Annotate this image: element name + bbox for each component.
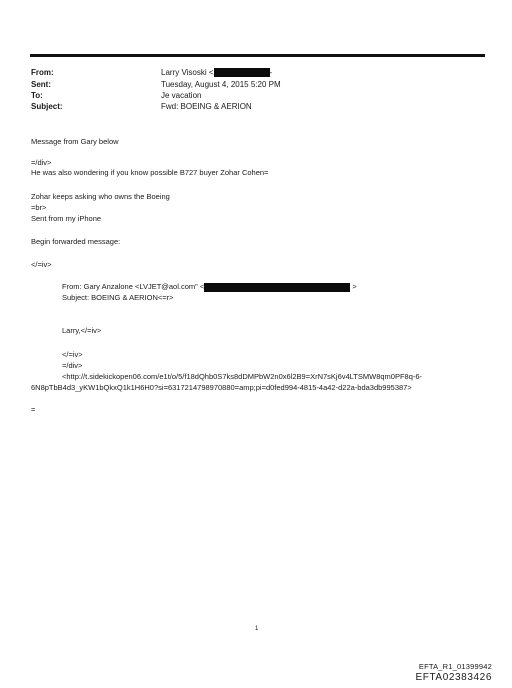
from-label: From: [31, 68, 54, 77]
body-line: Zohar keeps asking who owns the Boeing [31, 192, 170, 201]
subject-label: Subject: [31, 102, 63, 111]
forwarded-from-text: From: Gary Anzalone <LVJET@aol.com" < [62, 282, 205, 291]
tracking-link-continued[interactable]: 6N8pTbB4d3_yKW1bQkxQ1k1H6H0?si=6317214798970880=amp;pi=d0fed994-4815-4a42-d22a-bda3db995387> [31, 383, 412, 392]
body-line: Sent from my iPhone [31, 214, 102, 223]
forwarded-from-end: > [352, 282, 357, 291]
header-rule [30, 54, 485, 57]
body-line: He was also wondering if you know possible B727 buyer Zohar Cohen= [31, 168, 269, 177]
sent-label: Sent: [31, 80, 51, 89]
page-number: 1 [255, 626, 259, 632]
bates-number-small: EFTA_R1_01399942 [418, 662, 492, 671]
from-trail: - [269, 68, 273, 77]
forwarded-from [62, 282, 357, 292]
body-line: =/div> [62, 361, 83, 370]
bates-number-large: EFTA02383426 [415, 672, 492, 683]
to-value: Je vacation [161, 91, 202, 100]
from-name: Larry Visoski < [161, 68, 214, 77]
body-line: = [31, 405, 36, 414]
body-line: =br> [31, 203, 47, 212]
redaction-block [214, 68, 270, 77]
body-line: Begin forwarded message: [31, 237, 121, 246]
body-line: Larry,</=iv> [62, 326, 102, 335]
from-value [161, 68, 272, 78]
body-line: </=iv> [31, 260, 52, 269]
body-line: </=iv> [62, 350, 83, 359]
body-line: Message from Gary below [31, 137, 119, 146]
forwarded-subject: Subject: BOEING & AERION<=r> [62, 293, 174, 302]
to-label: To: [31, 91, 43, 100]
tracking-link[interactable]: <http://t.sidekickopen06.com/e1t/o/5/f18dQhb0S7ks8dDMPbW2n0x6l2B9=XrN7sKj6v4LTSMW8qm0PF8q-6- [62, 372, 423, 381]
redaction-block [204, 283, 350, 292]
subject-value: Fwd: BOEING & AERION [161, 102, 252, 111]
sent-value: Tuesday, August 4, 2015 5:20 PM [161, 80, 281, 89]
body-line: =/div> [31, 158, 52, 167]
